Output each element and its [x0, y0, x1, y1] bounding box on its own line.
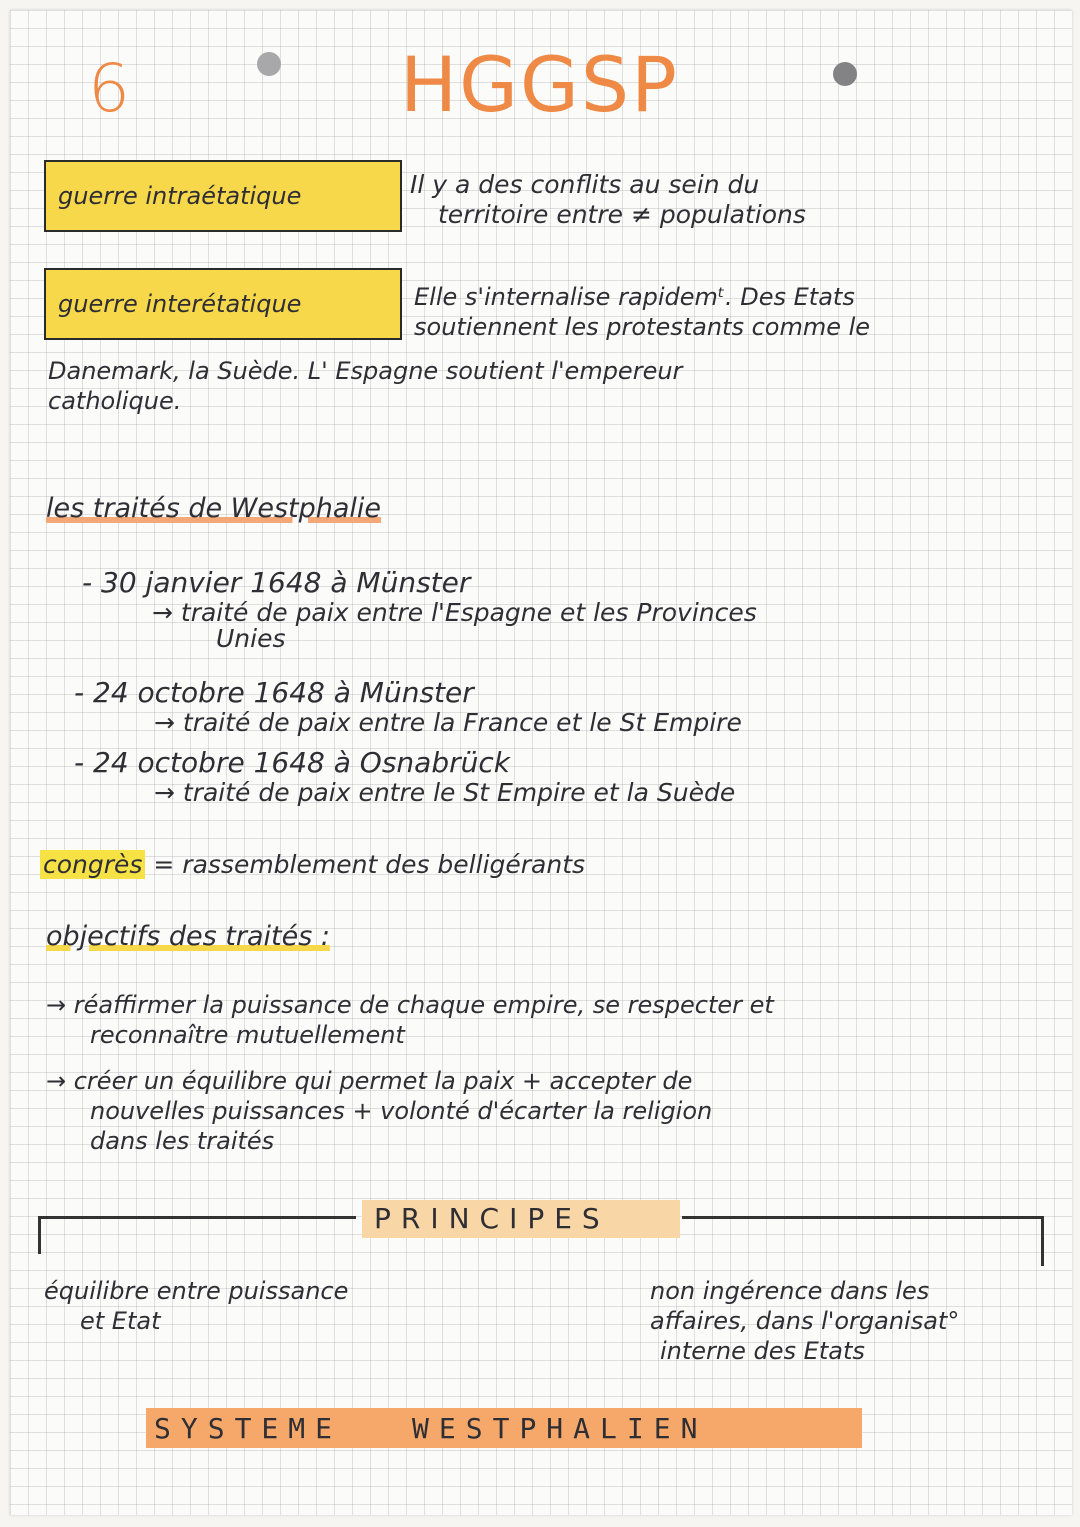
treaty-detail: → traité de paix entre la France et le St Empire	[154, 708, 742, 737]
treaty-detail: Unies	[216, 624, 286, 653]
principle-line: équilibre entre puissance	[44, 1277, 349, 1305]
objective-line: reconnaître mutuellement	[90, 1021, 405, 1049]
treaty-date: - 24 octobre 1648 à Münster	[74, 676, 474, 709]
objective-item-2	[46, 1066, 712, 1156]
principle-line: interne des Etats	[660, 1337, 865, 1365]
section-heading-objectives	[46, 922, 330, 952]
treaty-detail: → traité de paix entre l'Espagne et les Provinces	[152, 598, 757, 627]
congres-definition	[40, 850, 585, 880]
definition-line: Il y a des conflits au sein du	[410, 170, 760, 199]
punch-hole-right	[833, 62, 857, 86]
objective-line: dans les traités	[90, 1127, 275, 1155]
term-box-interetatique	[44, 268, 402, 340]
treaty-date: - 30 janvier 1648 à Münster	[82, 566, 471, 599]
principle-line: et Etat	[80, 1307, 161, 1335]
bracket-line-right	[682, 1216, 1044, 1219]
principle-left	[44, 1276, 348, 1336]
definition-line: soutiennent les protestants comme le	[414, 313, 871, 341]
definition-line: Danemark, la Suède. L' Espagne soutient l'empereur	[48, 357, 683, 385]
heading-text: objectifs des traités :	[46, 921, 330, 952]
term-label: guerre interétatique	[58, 290, 302, 318]
definition-line: catholique.	[48, 387, 182, 415]
system-banner	[146, 1408, 862, 1448]
treaty-date: - 24 octobre 1648 à Osnabrück	[74, 746, 510, 779]
punch-hole-left	[257, 52, 281, 76]
term-box-intraetatique	[44, 160, 402, 232]
objective-line: → réaffirmer la puissance de chaque empire, se respecter et	[46, 991, 774, 1019]
treaty-item-1	[82, 566, 757, 652]
definition-interetatique-cont	[48, 356, 682, 416]
page-number: 6	[88, 50, 130, 127]
treaty-detail: → traité de paix entre le St Empire et la Suède	[154, 778, 736, 807]
bracket-tick-right	[1041, 1216, 1044, 1266]
definition-intraetatique	[410, 170, 806, 230]
section-heading-treaties	[46, 494, 381, 524]
treaty-item-2	[74, 676, 742, 736]
definition-line: Elle s'internalise rapidemᵗ. Des Etats	[414, 283, 855, 311]
page-title: HGGSP	[400, 40, 680, 129]
treaty-item-3	[74, 746, 735, 806]
system-word: SYSTEME	[154, 1411, 343, 1445]
westphalien-word: WESTPHALIEN	[412, 1411, 708, 1445]
objective-item-1	[46, 990, 774, 1050]
principle-line: non ingérence dans les	[650, 1277, 930, 1305]
congres-term: congrès	[40, 850, 145, 879]
bracket-line-left	[38, 1216, 356, 1219]
objective-line: nouvelles puissances + volonté d'écarter la religion	[90, 1097, 713, 1125]
objective-line: → créer un équilibre qui permet la paix + accepter de	[46, 1067, 693, 1095]
bracket-tick-left	[38, 1216, 41, 1254]
notebook-page	[10, 10, 1072, 1515]
definition-line: territoire entre ≠ populations	[438, 200, 806, 229]
term-label: guerre intraétatique	[58, 182, 302, 210]
definition-interetatique	[414, 282, 870, 342]
principles-heading: PRINCIPES	[362, 1200, 680, 1238]
heading-text: les traités de Westphalie	[46, 493, 382, 524]
principle-line: affaires, dans l'organisat°	[650, 1307, 960, 1335]
principle-right	[650, 1276, 959, 1366]
congres-text: = rassemblement des belligérants	[153, 850, 586, 879]
